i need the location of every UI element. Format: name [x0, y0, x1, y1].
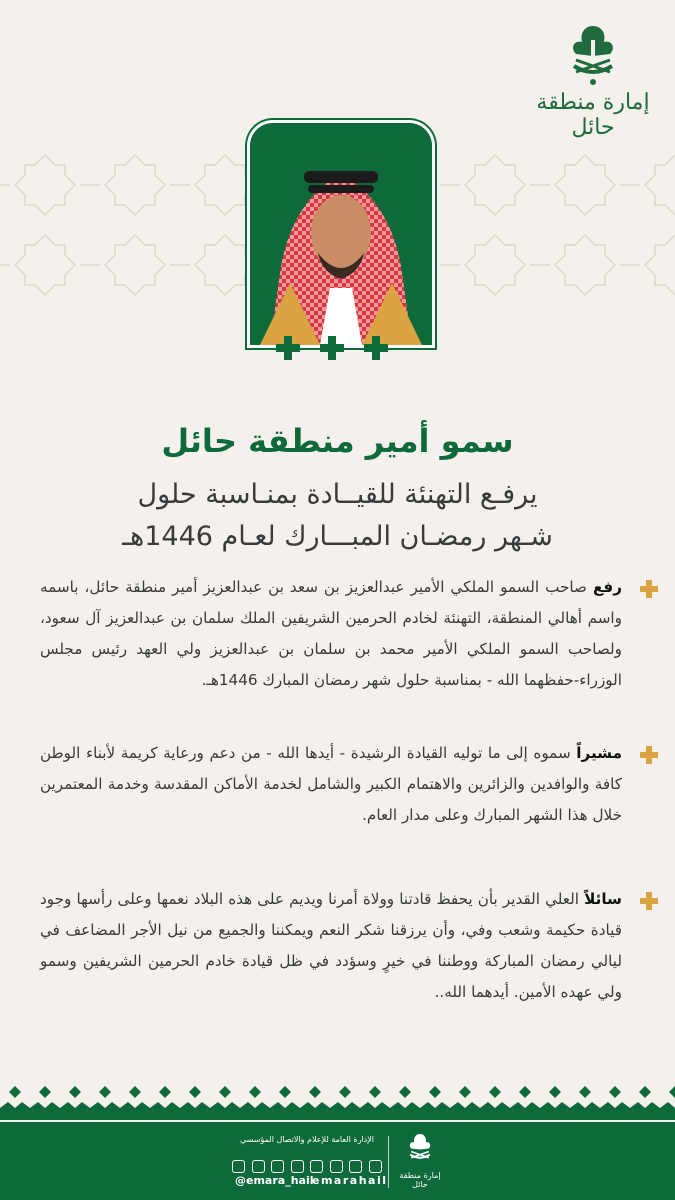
cross-ornament-icon — [276, 336, 388, 360]
portrait-image — [250, 123, 432, 345]
decorative-border — [0, 1080, 675, 1120]
x-icon[interactable] — [232, 1160, 245, 1173]
footer — [0, 1122, 675, 1200]
paragraph-2-lead: مشيراً — [576, 744, 623, 762]
instagram-icon[interactable] — [252, 1160, 265, 1173]
bullet-cross-icon — [640, 892, 658, 910]
facebook-icon[interactable] — [330, 1160, 343, 1173]
subtitle-line-1: يرفـع التهنئة للقيــادة بمنـاسبة حلول — [137, 479, 538, 510]
footer-divider — [388, 1136, 389, 1188]
cross-ornaments — [272, 332, 404, 372]
paragraph-1-lead: رفع — [592, 578, 622, 596]
subtitle-line-2: شـهر رمضـان المبـــارك لعـام 1446هـ — [122, 521, 553, 552]
social-icons — [232, 1160, 382, 1173]
paragraph-1-text: صاحب السمو الملكي الأمير عبدالعزيز بن سعد بن عبدالعزيز أمير منطقة حائل، باسمه واسم أهالي المنطقة، التهنئة لخادم الحرمين الشريفين الملك سلمان بن عبدالعزيز آل سعود، ولصاحب السمو الملكي الأمير محمد بن سلمان بن عبدالعزيز ولي العهد رئيس مجلس الوزراء-حفظهما الله - بمناسبة حلول شهر رمضان المبارك 1446هـ. — [40, 578, 622, 689]
paragraph-1 — [40, 572, 622, 696]
bullet-cross-icon — [640, 580, 658, 598]
paragraph-2 — [40, 738, 622, 831]
tiktok-icon[interactable] — [291, 1160, 304, 1173]
page-title: سمو أمير منطقة حائل — [161, 422, 514, 460]
paragraph-3-text: العلي القدير بأن يحفظ قادتنا وولاة أمرنا ويديم على هذه البلاد نعمها وعلى رأسها وجود قيادة حكيمة وشعب وفي، وأن يرزقنا شكر النعم ويمكننا والجميع من نيل الأجر المضاعف في ليالي رمضان المباركة ووطننا في خيرٍ وسؤدد في ظل قيادة خادم الحرمين الشريفين وسمو ولي عهده الأمين. أيدهما الله.. — [40, 890, 622, 1001]
youtube-icon[interactable] — [310, 1160, 323, 1173]
logo-name: إمارة منطقة حائل — [536, 90, 650, 140]
footer-department: الإدارة العامة للإعلام والاتصال المؤسسي — [239, 1135, 375, 1144]
handle-2[interactable]: emarahail — [312, 1174, 388, 1187]
emblem-icon — [560, 22, 626, 88]
handle-1[interactable]: @emara_hail — [235, 1174, 314, 1187]
paragraph-2-text: سموه إلى ما توليه القيادة الرشيدة - أيدها الله - من دعم ورعاية كريمة لأبناء الوطن كافة والوافدين والزائرين والاهتمام الكبير والشامل لخدمة الأماكن المقدسة وخدمة المعتمرين خلال هذا الشهر المبارك وعلى مدار العام. — [40, 744, 622, 824]
page-subtitle — [20, 474, 655, 558]
linkedin-icon[interactable] — [349, 1160, 362, 1173]
footer-logo — [395, 1132, 445, 1189]
footer-logo-name: إمارة منطقة حائل — [399, 1171, 441, 1189]
bullet-cross-icon — [640, 746, 658, 764]
whatsapp-icon[interactable] — [369, 1160, 382, 1173]
snapchat-icon[interactable] — [271, 1160, 284, 1173]
emara-logo — [533, 22, 653, 140]
emblem-icon — [403, 1132, 437, 1166]
portrait-frame — [247, 120, 435, 348]
paragraph-3-lead: سائلاً — [584, 890, 622, 908]
paragraph-3 — [40, 884, 622, 1008]
